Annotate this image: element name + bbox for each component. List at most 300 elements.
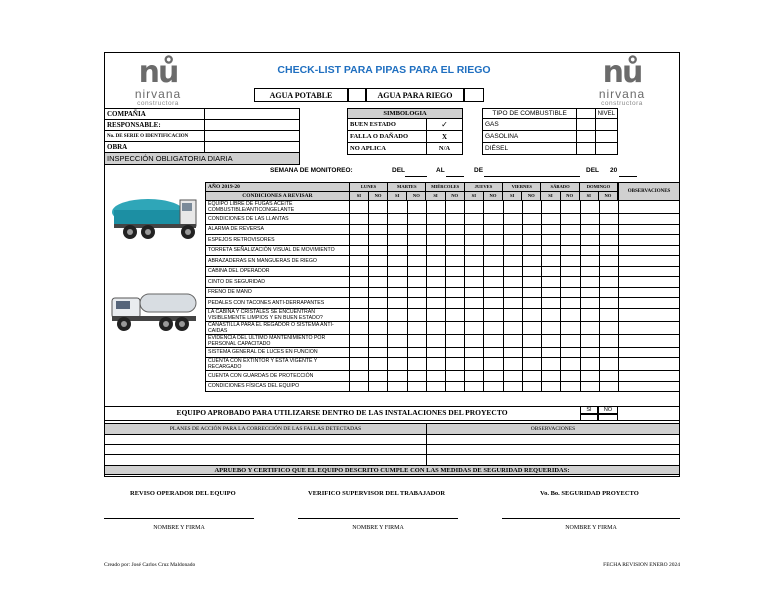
no-checkbox[interactable] bbox=[522, 381, 541, 392]
si-checkbox[interactable] bbox=[349, 358, 368, 371]
no-checkbox[interactable] bbox=[445, 256, 464, 267]
obra-field[interactable] bbox=[205, 142, 300, 153]
observation-cell[interactable] bbox=[619, 287, 680, 298]
si-checkbox[interactable] bbox=[503, 381, 522, 392]
observation-cell[interactable] bbox=[619, 256, 680, 267]
water-potable-checkbox[interactable] bbox=[348, 88, 366, 102]
si-checkbox[interactable] bbox=[580, 381, 599, 392]
no-checkbox[interactable] bbox=[445, 298, 464, 309]
si-checkbox[interactable] bbox=[503, 334, 522, 347]
fuel-level[interactable] bbox=[595, 119, 617, 131]
info-label: RESPONSABLE: bbox=[105, 120, 205, 131]
water-truck-icon bbox=[108, 190, 200, 242]
si-checkbox[interactable] bbox=[388, 201, 407, 214]
si-checkbox[interactable] bbox=[503, 214, 522, 225]
si-checkbox[interactable] bbox=[542, 308, 561, 321]
no-checkbox[interactable] bbox=[484, 201, 503, 214]
no-checkbox[interactable] bbox=[599, 201, 618, 214]
no-checkbox[interactable] bbox=[561, 201, 580, 214]
no-checkbox[interactable] bbox=[445, 224, 464, 235]
si-checkbox[interactable] bbox=[465, 371, 484, 382]
no-checkbox[interactable] bbox=[407, 224, 426, 235]
si-checkbox[interactable] bbox=[580, 298, 599, 309]
si-header: SI bbox=[465, 192, 484, 200]
no-checkbox[interactable] bbox=[445, 201, 464, 214]
si-checkbox[interactable] bbox=[465, 358, 484, 371]
si-checkbox[interactable] bbox=[542, 298, 561, 309]
signature-line-operator[interactable] bbox=[104, 518, 254, 519]
no-checkbox[interactable] bbox=[407, 201, 426, 214]
no-checkbox[interactable] bbox=[599, 245, 618, 256]
company-field[interactable] bbox=[205, 109, 300, 120]
logo-name: nirvana bbox=[134, 87, 182, 101]
observation-cell[interactable] bbox=[619, 266, 680, 277]
observation-cell[interactable] bbox=[619, 277, 680, 288]
no-checkbox[interactable] bbox=[599, 266, 618, 277]
no-checkbox[interactable] bbox=[445, 308, 464, 321]
si-checkbox[interactable] bbox=[580, 235, 599, 246]
si-checkbox[interactable] bbox=[426, 358, 445, 371]
si-checkbox[interactable] bbox=[503, 321, 522, 334]
no-checkbox[interactable] bbox=[599, 381, 618, 392]
si-checkbox[interactable] bbox=[503, 266, 522, 277]
si-checkbox[interactable] bbox=[388, 224, 407, 235]
si-checkbox[interactable] bbox=[388, 277, 407, 288]
si-checkbox[interactable] bbox=[388, 308, 407, 321]
plans-field[interactable] bbox=[105, 435, 427, 445]
si-checkbox[interactable] bbox=[542, 224, 561, 235]
no-checkbox[interactable] bbox=[599, 298, 618, 309]
no-checkbox[interactable] bbox=[369, 308, 388, 321]
no-checkbox[interactable] bbox=[561, 287, 580, 298]
no-checkbox[interactable] bbox=[522, 277, 541, 288]
si-checkbox[interactable] bbox=[349, 245, 368, 256]
no-checkbox[interactable] bbox=[369, 256, 388, 267]
no-checkbox[interactable] bbox=[445, 235, 464, 246]
si-checkbox[interactable] bbox=[542, 245, 561, 256]
observations-field[interactable] bbox=[427, 435, 680, 445]
no-checkbox[interactable] bbox=[445, 347, 464, 358]
si-checkbox[interactable] bbox=[349, 256, 368, 267]
si-checkbox[interactable] bbox=[580, 214, 599, 225]
conditions-header: CONDICIONES A REVISAR bbox=[206, 192, 350, 201]
si-checkbox[interactable] bbox=[426, 334, 445, 347]
si-checkbox[interactable] bbox=[542, 266, 561, 277]
observation-cell[interactable] bbox=[619, 371, 680, 382]
no-checkbox[interactable] bbox=[369, 334, 388, 347]
si-checkbox[interactable] bbox=[542, 358, 561, 371]
no-checkbox[interactable] bbox=[561, 298, 580, 309]
approval-no: NO bbox=[598, 406, 618, 414]
no-checkbox[interactable] bbox=[522, 358, 541, 371]
no-checkbox[interactable] bbox=[445, 358, 464, 371]
no-checkbox[interactable] bbox=[369, 298, 388, 309]
observation-cell[interactable] bbox=[619, 245, 680, 256]
si-checkbox[interactable] bbox=[503, 308, 522, 321]
no-checkbox[interactable] bbox=[599, 321, 618, 334]
si-checkbox[interactable] bbox=[388, 381, 407, 392]
plans-field[interactable] bbox=[105, 445, 427, 455]
si-checkbox[interactable] bbox=[465, 266, 484, 277]
no-checkbox[interactable] bbox=[484, 308, 503, 321]
si-checkbox[interactable] bbox=[465, 235, 484, 246]
si-checkbox[interactable] bbox=[503, 347, 522, 358]
si-checkbox[interactable] bbox=[503, 358, 522, 371]
no-checkbox[interactable] bbox=[407, 245, 426, 256]
observation-cell[interactable] bbox=[619, 235, 680, 246]
observation-cell[interactable] bbox=[619, 214, 680, 225]
no-checkbox[interactable] bbox=[522, 308, 541, 321]
si-checkbox[interactable] bbox=[349, 201, 368, 214]
si-checkbox[interactable] bbox=[580, 224, 599, 235]
no-checkbox[interactable] bbox=[369, 235, 388, 246]
fuel-check[interactable] bbox=[577, 119, 595, 131]
signature-line-safety[interactable] bbox=[502, 518, 680, 519]
si-checkbox[interactable] bbox=[465, 224, 484, 235]
si-checkbox[interactable] bbox=[349, 308, 368, 321]
no-checkbox[interactable] bbox=[369, 371, 388, 382]
no-checkbox[interactable] bbox=[522, 298, 541, 309]
si-checkbox[interactable] bbox=[349, 277, 368, 288]
observation-cell[interactable] bbox=[619, 321, 680, 334]
si-checkbox[interactable] bbox=[426, 308, 445, 321]
si-checkbox[interactable] bbox=[542, 334, 561, 347]
si-checkbox[interactable] bbox=[542, 287, 561, 298]
no-checkbox[interactable] bbox=[369, 214, 388, 225]
si-checkbox[interactable] bbox=[388, 266, 407, 277]
checklist-row bbox=[206, 266, 680, 277]
si-checkbox[interactable] bbox=[580, 201, 599, 214]
no-checkbox[interactable] bbox=[599, 334, 618, 347]
observation-cell[interactable] bbox=[619, 381, 680, 392]
si-checkbox[interactable] bbox=[388, 321, 407, 334]
no-checkbox[interactable] bbox=[561, 358, 580, 371]
no-checkbox[interactable] bbox=[369, 277, 388, 288]
checklist-row bbox=[206, 277, 680, 288]
si-checkbox[interactable] bbox=[542, 256, 561, 267]
fuel-check[interactable] bbox=[577, 143, 595, 155]
fuel-check[interactable] bbox=[577, 131, 595, 143]
no-checkbox[interactable] bbox=[445, 287, 464, 298]
no-checkbox[interactable] bbox=[522, 245, 541, 256]
no-checkbox[interactable] bbox=[445, 321, 464, 334]
si-checkbox[interactable] bbox=[426, 371, 445, 382]
no-checkbox[interactable] bbox=[369, 287, 388, 298]
no-checkbox[interactable] bbox=[522, 287, 541, 298]
si-checkbox[interactable] bbox=[349, 266, 368, 277]
si-checkbox[interactable] bbox=[388, 235, 407, 246]
approval-no-checkbox[interactable] bbox=[598, 414, 618, 421]
si-checkbox[interactable] bbox=[465, 287, 484, 298]
no-checkbox[interactable] bbox=[445, 334, 464, 347]
si-checkbox[interactable] bbox=[542, 371, 561, 382]
si-checkbox[interactable] bbox=[349, 298, 368, 309]
no-checkbox[interactable] bbox=[561, 308, 580, 321]
no-checkbox[interactable] bbox=[561, 214, 580, 225]
si-checkbox[interactable] bbox=[465, 245, 484, 256]
no-checkbox[interactable] bbox=[484, 235, 503, 246]
si-checkbox[interactable] bbox=[503, 201, 522, 214]
si-checkbox[interactable] bbox=[503, 256, 522, 267]
week-year: 20 bbox=[610, 167, 618, 174]
no-checkbox[interactable] bbox=[407, 256, 426, 267]
si-checkbox[interactable] bbox=[426, 214, 445, 225]
si-checkbox[interactable] bbox=[465, 308, 484, 321]
water-riego-checkbox[interactable] bbox=[464, 88, 484, 102]
si-checkbox[interactable] bbox=[465, 256, 484, 267]
responsible-field[interactable] bbox=[205, 120, 300, 131]
si-checkbox[interactable] bbox=[426, 347, 445, 358]
no-checkbox[interactable] bbox=[484, 214, 503, 225]
week-year-line[interactable] bbox=[619, 176, 637, 177]
no-checkbox[interactable] bbox=[484, 334, 503, 347]
si-checkbox[interactable] bbox=[426, 287, 445, 298]
observation-cell[interactable] bbox=[619, 224, 680, 235]
si-checkbox[interactable] bbox=[349, 321, 368, 334]
si-checkbox[interactable] bbox=[580, 277, 599, 288]
si-checkbox[interactable] bbox=[388, 287, 407, 298]
si-checkbox[interactable] bbox=[542, 321, 561, 334]
week-al-line[interactable] bbox=[446, 176, 464, 177]
signature-line-supervisor[interactable] bbox=[298, 518, 458, 519]
no-checkbox[interactable] bbox=[522, 371, 541, 382]
no-header: NO bbox=[446, 192, 465, 200]
si-checkbox[interactable] bbox=[388, 256, 407, 267]
si-checkbox[interactable] bbox=[503, 287, 522, 298]
si-checkbox[interactable] bbox=[465, 201, 484, 214]
si-checkbox[interactable] bbox=[388, 347, 407, 358]
no-checkbox[interactable] bbox=[445, 245, 464, 256]
no-checkbox[interactable] bbox=[599, 235, 618, 246]
si-checkbox[interactable] bbox=[465, 334, 484, 347]
no-checkbox[interactable] bbox=[369, 381, 388, 392]
si-checkbox[interactable] bbox=[503, 298, 522, 309]
si-checkbox[interactable] bbox=[349, 381, 368, 392]
no-checkbox[interactable] bbox=[445, 277, 464, 288]
no-checkbox[interactable] bbox=[561, 321, 580, 334]
si-checkbox[interactable] bbox=[349, 334, 368, 347]
no-checkbox[interactable] bbox=[407, 266, 426, 277]
si-checkbox[interactable] bbox=[426, 245, 445, 256]
observations-field[interactable] bbox=[427, 455, 680, 466]
no-checkbox[interactable] bbox=[407, 334, 426, 347]
si-checkbox[interactable] bbox=[388, 298, 407, 309]
si-checkbox[interactable] bbox=[349, 214, 368, 225]
no-checkbox[interactable] bbox=[369, 347, 388, 358]
no-checkbox[interactable] bbox=[407, 308, 426, 321]
si-checkbox[interactable] bbox=[465, 298, 484, 309]
no-checkbox[interactable] bbox=[561, 381, 580, 392]
no-checkbox[interactable] bbox=[522, 256, 541, 267]
no-checkbox[interactable] bbox=[407, 214, 426, 225]
si-checkbox[interactable] bbox=[426, 321, 445, 334]
no-checkbox[interactable] bbox=[407, 347, 426, 358]
no-checkbox[interactable] bbox=[522, 224, 541, 235]
no-checkbox[interactable] bbox=[445, 371, 464, 382]
no-checkbox[interactable] bbox=[561, 235, 580, 246]
no-checkbox[interactable] bbox=[522, 266, 541, 277]
si-checkbox[interactable] bbox=[349, 347, 368, 358]
si-checkbox[interactable] bbox=[349, 235, 368, 246]
no-checkbox[interactable] bbox=[369, 321, 388, 334]
si-checkbox[interactable] bbox=[580, 321, 599, 334]
no-checkbox[interactable] bbox=[445, 381, 464, 392]
si-checkbox[interactable] bbox=[580, 287, 599, 298]
si-checkbox[interactable] bbox=[426, 224, 445, 235]
no-checkbox[interactable] bbox=[599, 371, 618, 382]
no-checkbox[interactable] bbox=[599, 347, 618, 358]
si-checkbox[interactable] bbox=[580, 334, 599, 347]
si-checkbox[interactable] bbox=[426, 381, 445, 392]
no-checkbox[interactable] bbox=[561, 224, 580, 235]
si-checkbox[interactable] bbox=[426, 201, 445, 214]
no-checkbox[interactable] bbox=[599, 287, 618, 298]
si-checkbox[interactable] bbox=[503, 224, 522, 235]
no-checkbox[interactable] bbox=[407, 287, 426, 298]
no-checkbox[interactable] bbox=[484, 321, 503, 334]
si-checkbox[interactable] bbox=[426, 298, 445, 309]
observation-cell[interactable] bbox=[619, 358, 680, 371]
observation-cell[interactable] bbox=[619, 201, 680, 214]
si-checkbox[interactable] bbox=[542, 381, 561, 392]
si-checkbox[interactable] bbox=[349, 287, 368, 298]
observation-cell[interactable] bbox=[619, 308, 680, 321]
si-checkbox[interactable] bbox=[580, 308, 599, 321]
si-checkbox[interactable] bbox=[465, 214, 484, 225]
no-checkbox[interactable] bbox=[407, 358, 426, 371]
no-checkbox[interactable] bbox=[407, 371, 426, 382]
no-checkbox[interactable] bbox=[484, 266, 503, 277]
no-checkbox[interactable] bbox=[484, 277, 503, 288]
no-checkbox[interactable] bbox=[599, 256, 618, 267]
day-header: SÁBADO bbox=[541, 183, 579, 191]
no-checkbox[interactable] bbox=[599, 224, 618, 235]
no-checkbox[interactable] bbox=[599, 358, 618, 371]
si-checkbox[interactable] bbox=[580, 245, 599, 256]
si-checkbox[interactable] bbox=[388, 371, 407, 382]
si-checkbox[interactable] bbox=[503, 277, 522, 288]
plans-table bbox=[104, 423, 680, 475]
week-de-line[interactable] bbox=[484, 176, 580, 177]
si-checkbox[interactable] bbox=[542, 214, 561, 225]
no-checkbox[interactable] bbox=[369, 266, 388, 277]
no-checkbox[interactable] bbox=[561, 371, 580, 382]
no-checkbox[interactable] bbox=[522, 347, 541, 358]
no-checkbox[interactable] bbox=[484, 358, 503, 371]
no-checkbox[interactable] bbox=[407, 321, 426, 334]
si-checkbox[interactable] bbox=[580, 371, 599, 382]
serial-field[interactable] bbox=[205, 131, 300, 142]
si-checkbox[interactable] bbox=[542, 277, 561, 288]
observation-cell[interactable] bbox=[619, 334, 680, 347]
si-checkbox[interactable] bbox=[503, 245, 522, 256]
si-checkbox[interactable] bbox=[580, 358, 599, 371]
condition-label: ALARMA DE REVERSA bbox=[206, 224, 350, 235]
si-checkbox[interactable] bbox=[426, 256, 445, 267]
si-checkbox[interactable] bbox=[542, 201, 561, 214]
no-checkbox[interactable] bbox=[484, 381, 503, 392]
no-checkbox[interactable] bbox=[407, 381, 426, 392]
si-checkbox[interactable] bbox=[465, 321, 484, 334]
fuel-type: GASOLINA bbox=[483, 131, 577, 143]
no-checkbox[interactable] bbox=[484, 256, 503, 267]
si-checkbox[interactable] bbox=[542, 235, 561, 246]
no-checkbox[interactable] bbox=[599, 277, 618, 288]
no-checkbox[interactable] bbox=[407, 235, 426, 246]
si-checkbox[interactable] bbox=[349, 224, 368, 235]
no-checkbox[interactable] bbox=[407, 298, 426, 309]
observations-field[interactable] bbox=[427, 445, 680, 455]
si-checkbox[interactable] bbox=[388, 334, 407, 347]
no-checkbox[interactable] bbox=[484, 224, 503, 235]
si-checkbox[interactable] bbox=[465, 277, 484, 288]
no-checkbox[interactable] bbox=[561, 245, 580, 256]
no-checkbox[interactable] bbox=[561, 347, 580, 358]
si-checkbox[interactable] bbox=[465, 347, 484, 358]
no-checkbox[interactable] bbox=[484, 347, 503, 358]
no-checkbox[interactable] bbox=[369, 245, 388, 256]
no-checkbox[interactable] bbox=[484, 245, 503, 256]
si-checkbox[interactable] bbox=[580, 266, 599, 277]
week-del-line[interactable] bbox=[405, 176, 427, 177]
fuel-title: TIPO DE COMBUSTIBLE bbox=[483, 109, 577, 119]
no-checkbox[interactable] bbox=[369, 358, 388, 371]
approval-si-checkbox[interactable] bbox=[580, 414, 598, 421]
no-checkbox[interactable] bbox=[369, 224, 388, 235]
si-checkbox[interactable] bbox=[388, 214, 407, 225]
no-checkbox[interactable] bbox=[522, 321, 541, 334]
no-checkbox[interactable] bbox=[599, 214, 618, 225]
fuel-level[interactable] bbox=[595, 131, 617, 143]
si-checkbox[interactable] bbox=[580, 256, 599, 267]
no-checkbox[interactable] bbox=[561, 266, 580, 277]
si-checkbox[interactable] bbox=[426, 235, 445, 246]
si-checkbox[interactable] bbox=[349, 371, 368, 382]
observation-cell[interactable] bbox=[619, 298, 680, 309]
si-checkbox[interactable] bbox=[426, 277, 445, 288]
no-checkbox[interactable] bbox=[484, 371, 503, 382]
fuel-level[interactable] bbox=[595, 143, 617, 155]
no-checkbox[interactable] bbox=[561, 334, 580, 347]
si-checkbox[interactable] bbox=[426, 266, 445, 277]
no-checkbox[interactable] bbox=[561, 256, 580, 267]
no-checkbox[interactable] bbox=[369, 201, 388, 214]
si-checkbox[interactable] bbox=[503, 371, 522, 382]
no-checkbox[interactable] bbox=[522, 235, 541, 246]
simbologia-table bbox=[347, 108, 463, 155]
no-checkbox[interactable] bbox=[522, 201, 541, 214]
no-checkbox[interactable] bbox=[484, 298, 503, 309]
no-checkbox[interactable] bbox=[522, 334, 541, 347]
si-checkbox[interactable] bbox=[465, 381, 484, 392]
no-checkbox[interactable] bbox=[445, 214, 464, 225]
no-header: NO bbox=[407, 192, 426, 200]
no-checkbox[interactable] bbox=[561, 277, 580, 288]
no-checkbox[interactable] bbox=[445, 266, 464, 277]
observation-cell[interactable] bbox=[619, 347, 680, 358]
si-checkbox[interactable] bbox=[388, 245, 407, 256]
no-checkbox[interactable] bbox=[599, 308, 618, 321]
plans-field[interactable] bbox=[105, 455, 427, 466]
si-checkbox[interactable] bbox=[542, 347, 561, 358]
si-checkbox[interactable] bbox=[503, 235, 522, 246]
no-checkbox[interactable] bbox=[407, 277, 426, 288]
no-checkbox[interactable] bbox=[484, 287, 503, 298]
no-checkbox[interactable] bbox=[522, 214, 541, 225]
si-checkbox[interactable] bbox=[388, 358, 407, 371]
page-title: CHECK-LIST PARA PIPAS PARA EL RIEGO bbox=[277, 64, 491, 76]
si-checkbox[interactable] bbox=[580, 347, 599, 358]
